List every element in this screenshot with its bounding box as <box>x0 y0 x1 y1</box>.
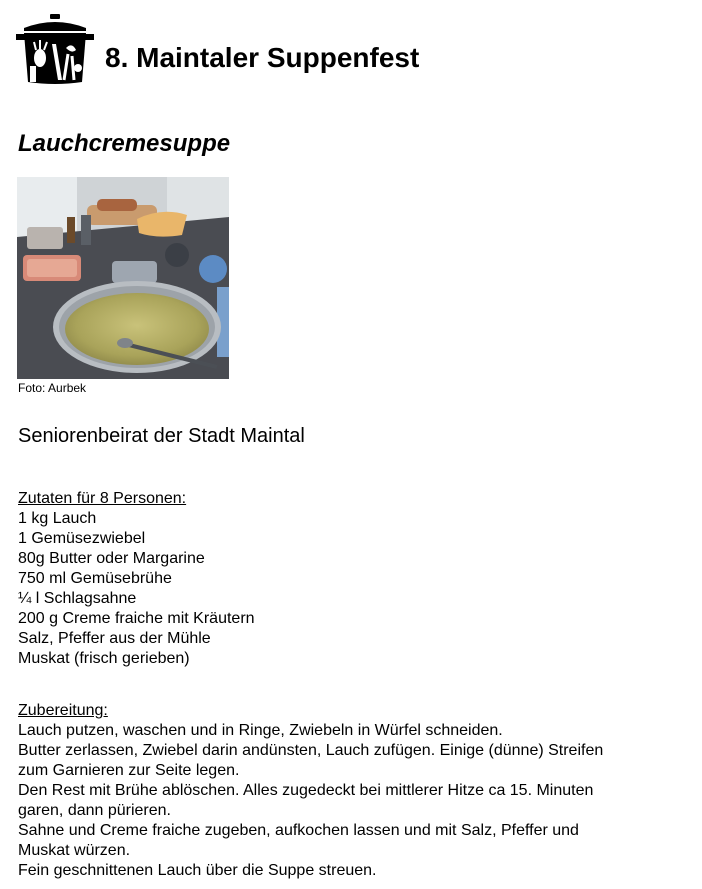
ingredient-item: Muskat (frisch gerieben) <box>18 650 190 667</box>
ingredients-heading: Zutaten für 8 Personen: <box>18 490 187 507</box>
ingredient-item: 750 ml Gemüsebrühe <box>18 570 172 587</box>
ingredient-item: ¼ l Schlagsahne <box>18 590 137 607</box>
recipe-author: Seniorenbeirat der Stadt Maintal <box>18 425 305 447</box>
preparation-line: Butter zerlassen, Zwiebel darin andünsten, Lauch zufügen. Einige (dünne) Streifen <box>18 742 604 759</box>
preparation-line: Muskat würzen. <box>18 842 131 859</box>
page-title: 8. Maintaler Suppenfest <box>105 42 420 73</box>
photo-credit: Foto: Aurbek <box>18 381 87 395</box>
recipe-title: Lauchcremesuppe <box>18 130 231 157</box>
preparation-line: Fein geschnittenen Lauch über die Suppe streuen. <box>18 862 377 879</box>
ingredients-section <box>18 489 688 669</box>
preparation-heading: Zubereitung: <box>18 702 108 719</box>
preparation-line: Lauch putzen, waschen und in Ringe, Zwiebeln in Würfel schneiden. <box>18 722 503 739</box>
preparation-line: Den Rest mit Brühe ablöschen. Alles zugedeckt bei mittlerer Hitze ca 15. Minuten <box>18 782 594 799</box>
ingredient-item: 80g Butter oder Margarine <box>18 550 205 567</box>
ingredient-item: Salz, Pfeffer aus der Mühle <box>18 630 211 647</box>
ingredient-item: 1 kg Lauch <box>18 510 97 527</box>
preparation-line: garen, dann pürieren. <box>18 802 171 819</box>
soup-pot-icon <box>16 14 94 86</box>
ingredient-item: 1 Gemüsezwiebel <box>18 530 146 547</box>
preparation-line: zum Garnieren zur Seite legen. <box>18 762 240 779</box>
preparation-section <box>18 701 688 881</box>
preparation-line: Sahne und Creme fraiche zugeben, aufkochen lassen und mit Salz, Pfeffer und <box>18 822 579 839</box>
ingredient-item: 200 g Creme fraiche mit Kräutern <box>18 610 255 627</box>
soup-pot-photo <box>17 177 229 379</box>
